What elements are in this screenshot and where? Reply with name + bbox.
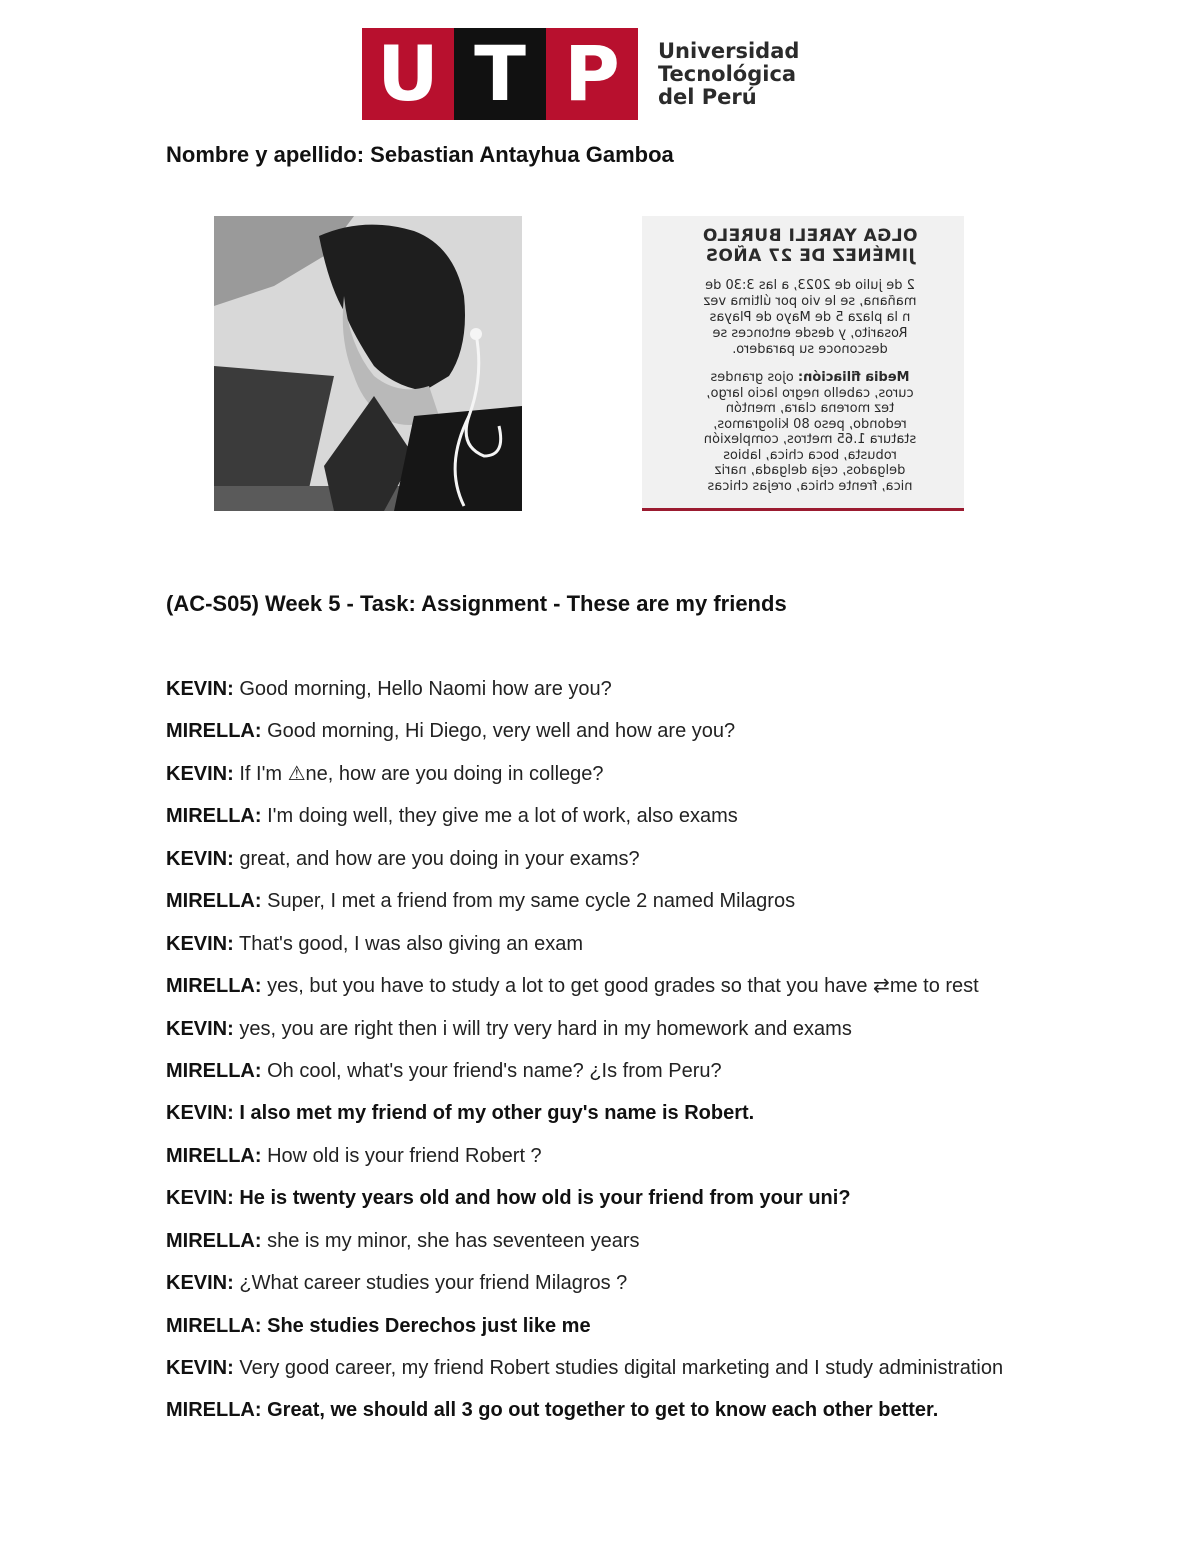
flyer-desc-line	[656, 370, 964, 386]
dialog-speaker: MIRELLA:	[166, 1144, 262, 1167]
dialog-speaker: KEVIN:	[166, 762, 234, 785]
dialog-speaker: KEVIN:	[166, 1272, 234, 1295]
dialog-line	[166, 676, 1176, 718]
dialog-line	[166, 846, 1176, 888]
dialog-speaker: MIRELLA:	[166, 1059, 262, 1082]
dialog-speaker: MIRELLA:	[166, 1314, 262, 1337]
student-name: Nombre y apellido: Sebastian Antayhua Gamboa	[166, 142, 674, 167]
flyer-desc-line: curos, cabello negro lacio largo,	[706, 385, 914, 401]
dialog-text: Oh cool, what's your friend's name? ¿Is from Peru?	[261, 1059, 722, 1082]
dialog-text: yes, you are right then i will try very hard in my homework and exams	[233, 1017, 852, 1040]
dialog-line	[166, 1143, 1176, 1185]
dialog-line	[166, 1185, 1176, 1227]
dialog-text: Super, I met a friend from my same cycle 2 named Milagros	[261, 890, 796, 913]
logo-wordmark	[658, 40, 799, 109]
flyer-body-line: Rosarito, y desde entonces se	[712, 326, 908, 341]
dialog-line	[166, 1016, 1176, 1058]
dialog-line	[166, 973, 1176, 1015]
dialog-speaker: KEVIN:	[166, 1357, 234, 1379]
dialog-line	[166, 1100, 1176, 1142]
flyer-title-2: JIMÉNEZ DE 27 AÑOS	[705, 246, 915, 266]
flyer-body-line: mañana, se le vio por última vez	[703, 294, 917, 309]
dialog-text: she is my minor, she has seventeen years	[261, 1229, 640, 1252]
dialog-line	[166, 1313, 1176, 1355]
dialog-text: He is twenty years old and how old is your friend from your uni?	[233, 1187, 851, 1210]
flyer-desc-line: nica, frente chica, orejas chicas	[707, 478, 913, 494]
dialog	[166, 676, 1176, 1440]
flyer-desc-line: robusta, boca chica, labios	[723, 447, 897, 463]
dialog-line	[166, 1355, 1176, 1397]
flyer-desc-text: ojos grandes	[710, 370, 798, 385]
dialog-speaker: MIRELLA:	[166, 975, 262, 998]
dialog-line	[166, 761, 1176, 803]
dialog-line	[166, 803, 1176, 845]
dialog-text: If I'm ⚠ne, how are you doing in college?	[233, 762, 604, 785]
dialog-text: How old is your friend Robert ?	[261, 1144, 542, 1167]
dialog-speaker: MIRELLA:	[166, 890, 262, 913]
flyer-desc-line: redondo, peso 80 kilogramos,	[713, 416, 907, 432]
flyer-desc-line: delgados, ceja delgada, nariz	[714, 463, 906, 478]
dialog-speaker: KEVIN:	[166, 932, 234, 955]
flyer-description	[656, 370, 964, 494]
dialog-line	[166, 1228, 1176, 1270]
dialog-text: She studies Derechos just like me	[261, 1314, 591, 1337]
dialog-speaker: MIRELLA:	[166, 805, 262, 828]
dialog-speaker: MIRELLA:	[166, 1399, 262, 1422]
task-title: (AC-S05) Week 5 - Task: Assignment - These are my friends	[166, 591, 787, 616]
flyer-desc-line: tez morena clara, mentón	[725, 401, 895, 416]
dialog-speaker: KEVIN:	[166, 1017, 234, 1040]
student-photo-illustration	[214, 216, 522, 511]
logo-line-3: del Perú	[658, 84, 757, 109]
logo-letter-t: T	[454, 28, 546, 120]
dialog-text: That's good, I was also giving an exam	[233, 932, 583, 955]
dialog-line	[166, 1270, 1176, 1312]
dialog-text: Good morning, Hi Diego, very well and how are you?	[261, 720, 736, 743]
logo-letter-u: U	[362, 28, 454, 120]
dialog-text: ¿What career studies your friend Milagros ?	[233, 1272, 628, 1295]
flyer-title-1: OLGA YARELI BURELO	[702, 226, 918, 246]
dialog-speaker: KEVIN:	[166, 847, 234, 870]
student-photo	[214, 216, 522, 511]
flyer-bottom-bar	[642, 508, 964, 511]
logo-line-1: Universidad	[658, 38, 800, 63]
flyer-desc-line: statura 1.65 metros, complexión	[703, 432, 917, 447]
flyer-mirrored-content	[642, 216, 964, 511]
dialog-text: Good morning, Hello Naomi how are you?	[233, 678, 612, 700]
utp-logo	[362, 28, 799, 120]
dialog-speaker: KEVIN:	[166, 678, 234, 700]
logo-letter-p: P	[546, 28, 638, 120]
flyer-body-line: desconoce su paradero.	[732, 342, 888, 357]
dialog-text: Great, we should all 3 go out together to get to know each other better.	[261, 1399, 939, 1422]
dialog-line	[166, 931, 1176, 973]
dialog-speaker: MIRELLA:	[166, 720, 262, 743]
dialog-text: I'm doing well, they give me a lot of work, also exams	[261, 805, 738, 828]
dialog-line	[166, 888, 1176, 930]
missing-person-flyer	[642, 216, 964, 511]
logo-line-2: Tecnológica	[658, 61, 797, 86]
dialog-line	[166, 1058, 1176, 1100]
dialog-speaker: KEVIN:	[166, 1187, 234, 1210]
dialog-text: great, and how are you doing in your exams?	[233, 847, 640, 870]
flyer-desc-label: Media filiación:	[797, 370, 910, 385]
dialog-speaker: KEVIN:	[166, 1102, 234, 1125]
dialog-line	[166, 1397, 1176, 1439]
dialog-text: Very good career, my friend Robert studies digital marketing and I study administration	[233, 1357, 1004, 1379]
dialog-line	[166, 718, 1176, 760]
dialog-text: yes, but you have to study a lot to get good grades so that you have ⇄me to rest	[261, 975, 979, 998]
dialog-text: I also met my friend of my other guy's name is Robert.	[233, 1102, 755, 1125]
flyer-body-line: 2 de julio de 2023, a las 3:30 de	[705, 278, 915, 293]
dialog-speaker: MIRELLA:	[166, 1229, 262, 1252]
flyer-body-line: n la plaza 5 de Mayo de Playas	[709, 310, 911, 325]
flyer-body	[656, 278, 964, 358]
